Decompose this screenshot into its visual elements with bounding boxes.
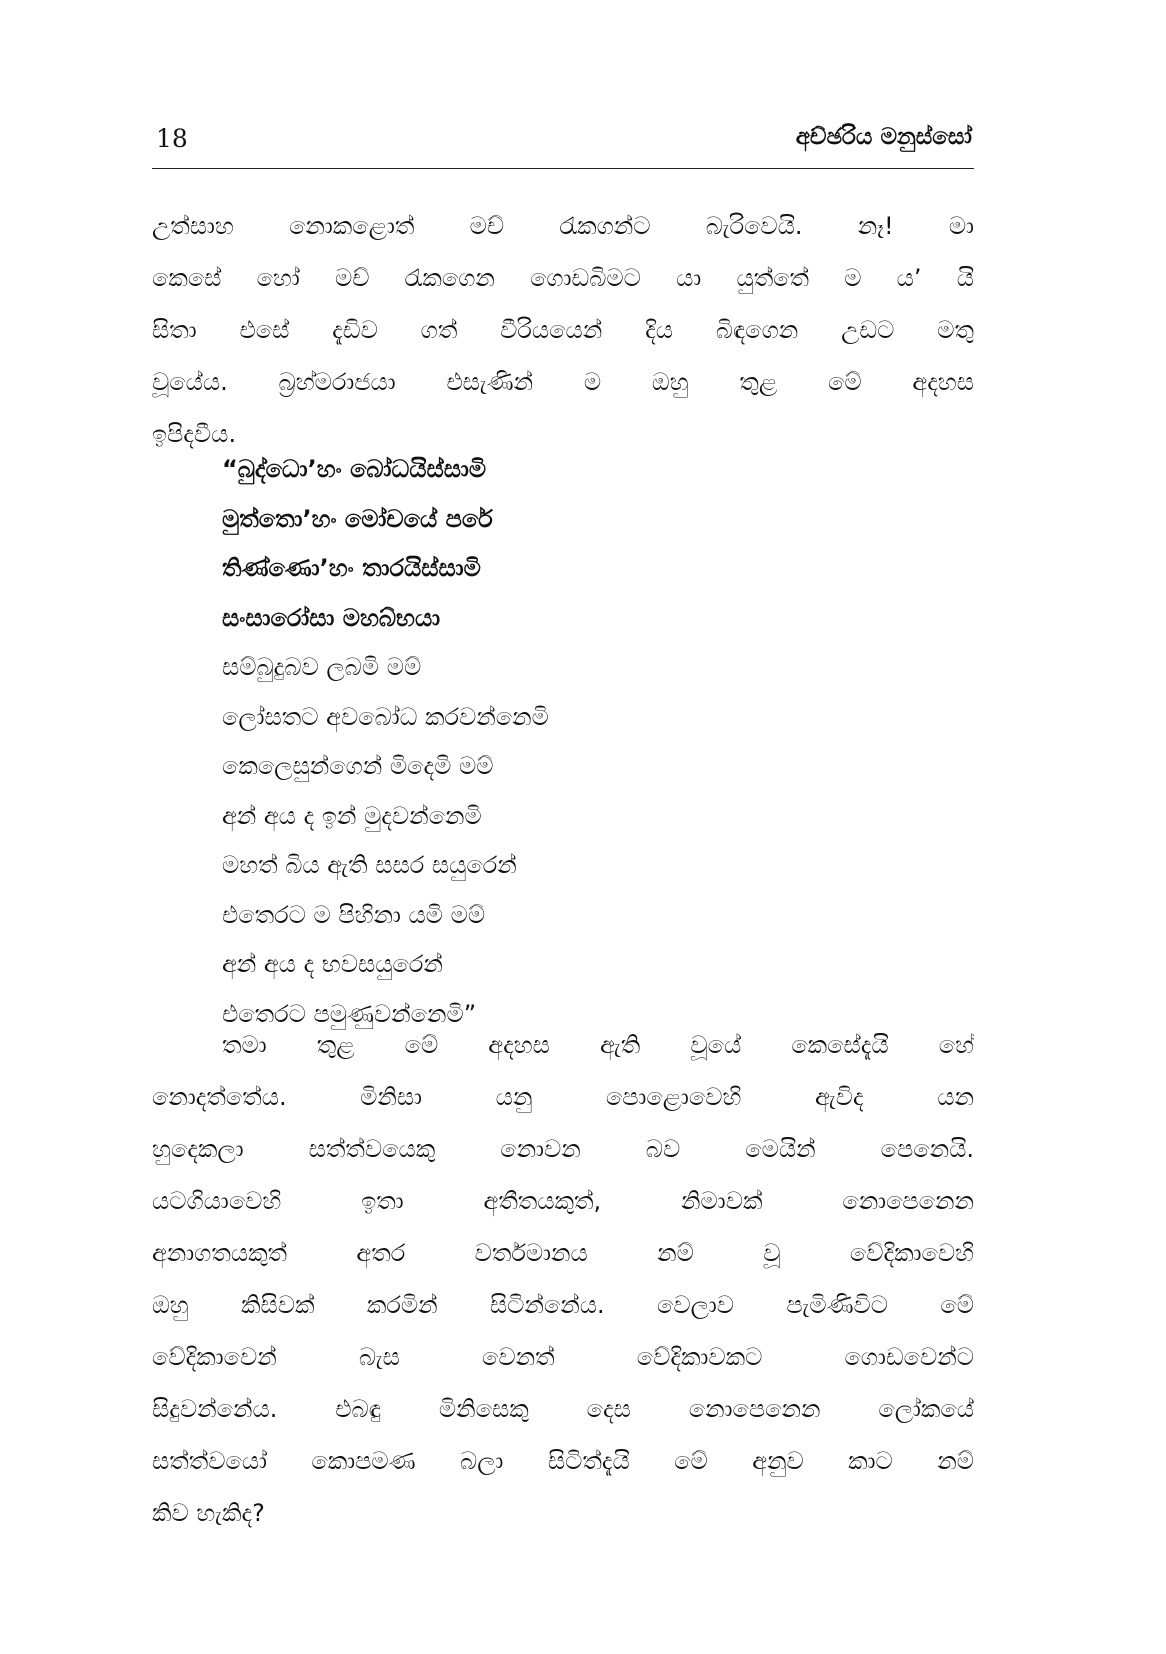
text-line: සිතා එසේ දැඩිව ගත් වීරියයෙන් දිය බිඳගෙන උඩට මතු (152, 316, 974, 344)
text-line: කෙසේ හෝ මච් රැකගෙන ගොඩබිමට යා යුත්තේ ම ය’ යි (152, 264, 974, 292)
verse-line: අන් අය ද භවසයුරෙන් (222, 950, 443, 978)
verse-line: ලෝසතට අවබෝධ කරවන්නෙමි (222, 702, 549, 731)
text-line: නොදත්තේය. මිනිසා යනු පොළොවෙහි ඇවිද යන (152, 1083, 974, 1111)
paragraph-reflection (152, 1019, 974, 1539)
verse-line: කෙලෙසුන්ගෙන් මිදෙමි මම් (222, 752, 494, 780)
page-header (152, 118, 974, 169)
text-line: යටගියාවෙහි ඉතා අතීතයකුත්, නිමාවක් නොපෙනෙන (152, 1187, 974, 1215)
page-number: 18 (156, 124, 188, 153)
text-line: කිව හැකිද? (152, 1499, 265, 1527)
pali-verse (222, 445, 493, 643)
verse-line: මුත්තො’හං මෝචයේ පරේ (222, 504, 493, 533)
verse-line: මහත් බිය ඇති සසර සයුරෙන් (222, 851, 517, 879)
text-line: හුදෙකලා සත්ත්වයෙකු නොවන බව මෙයින් පෙනෙයි. (152, 1135, 974, 1163)
verse-line: තිණ්ණො’හං තාරයිස්සාමි (222, 554, 481, 582)
text-line: ඔහු කිසිවක් කරමින් සිටින්නේය. වෙලාව පැමිණිවිට මේ (152, 1291, 974, 1319)
text-line: වූයේය. බ්‍රහ්මරාජයා එසැණින් ම ඔහු තුළ මේ අදහස (152, 368, 974, 396)
verse-line: එතෙරට පමුණුවන්නෙමි” (222, 999, 477, 1028)
verse-line: එතෙරට ම පිහිනා යමි මම් (222, 900, 486, 929)
text-line: ඉපිදවීය. (152, 420, 237, 448)
paragraph-intro (152, 200, 974, 460)
text-line: සිදුවන්නේය. එබඳු මිනිසෙකු දෙස නොපෙනෙන ලෝකයේ (152, 1395, 974, 1423)
verse-line: අන් අය ද ඉන් මුදවන්නෙමි (222, 801, 482, 830)
verse-line: “බුද්ධො’හං බෝධයිස්සාමි (222, 455, 487, 483)
sinhala-verse (222, 643, 549, 1039)
verse-line: සංසාරෝසා මහබ්භයා (222, 603, 441, 632)
running-title: අච්ඡරිය මනුස්සෝ (795, 124, 972, 150)
text-line: උත්සාහ නොකළොත් මච් රැකගන්ට බැරිවෙයි. නෑ! මා (152, 212, 974, 240)
verse-line: සම්බුදුබව ලබමි මම් (222, 653, 422, 681)
text-line: වේදිකාවෙන් බැස වෙනත් වේදිකාවකට ගොඩවෙන්ට (152, 1343, 974, 1371)
text-line: තමා තුළ මේ අදහස ඇති වූයේ කෙසේදැයි හේ (222, 1031, 974, 1059)
text-line: සත්ත්වයෝ කොපමණ බලා සිටිත්දැයි මේ අනුව කාට නම් (152, 1447, 974, 1475)
text-line: අනාගතයකුත් අතර වර්තමානය නම් වූ වේදිකාවෙහි (152, 1239, 974, 1267)
